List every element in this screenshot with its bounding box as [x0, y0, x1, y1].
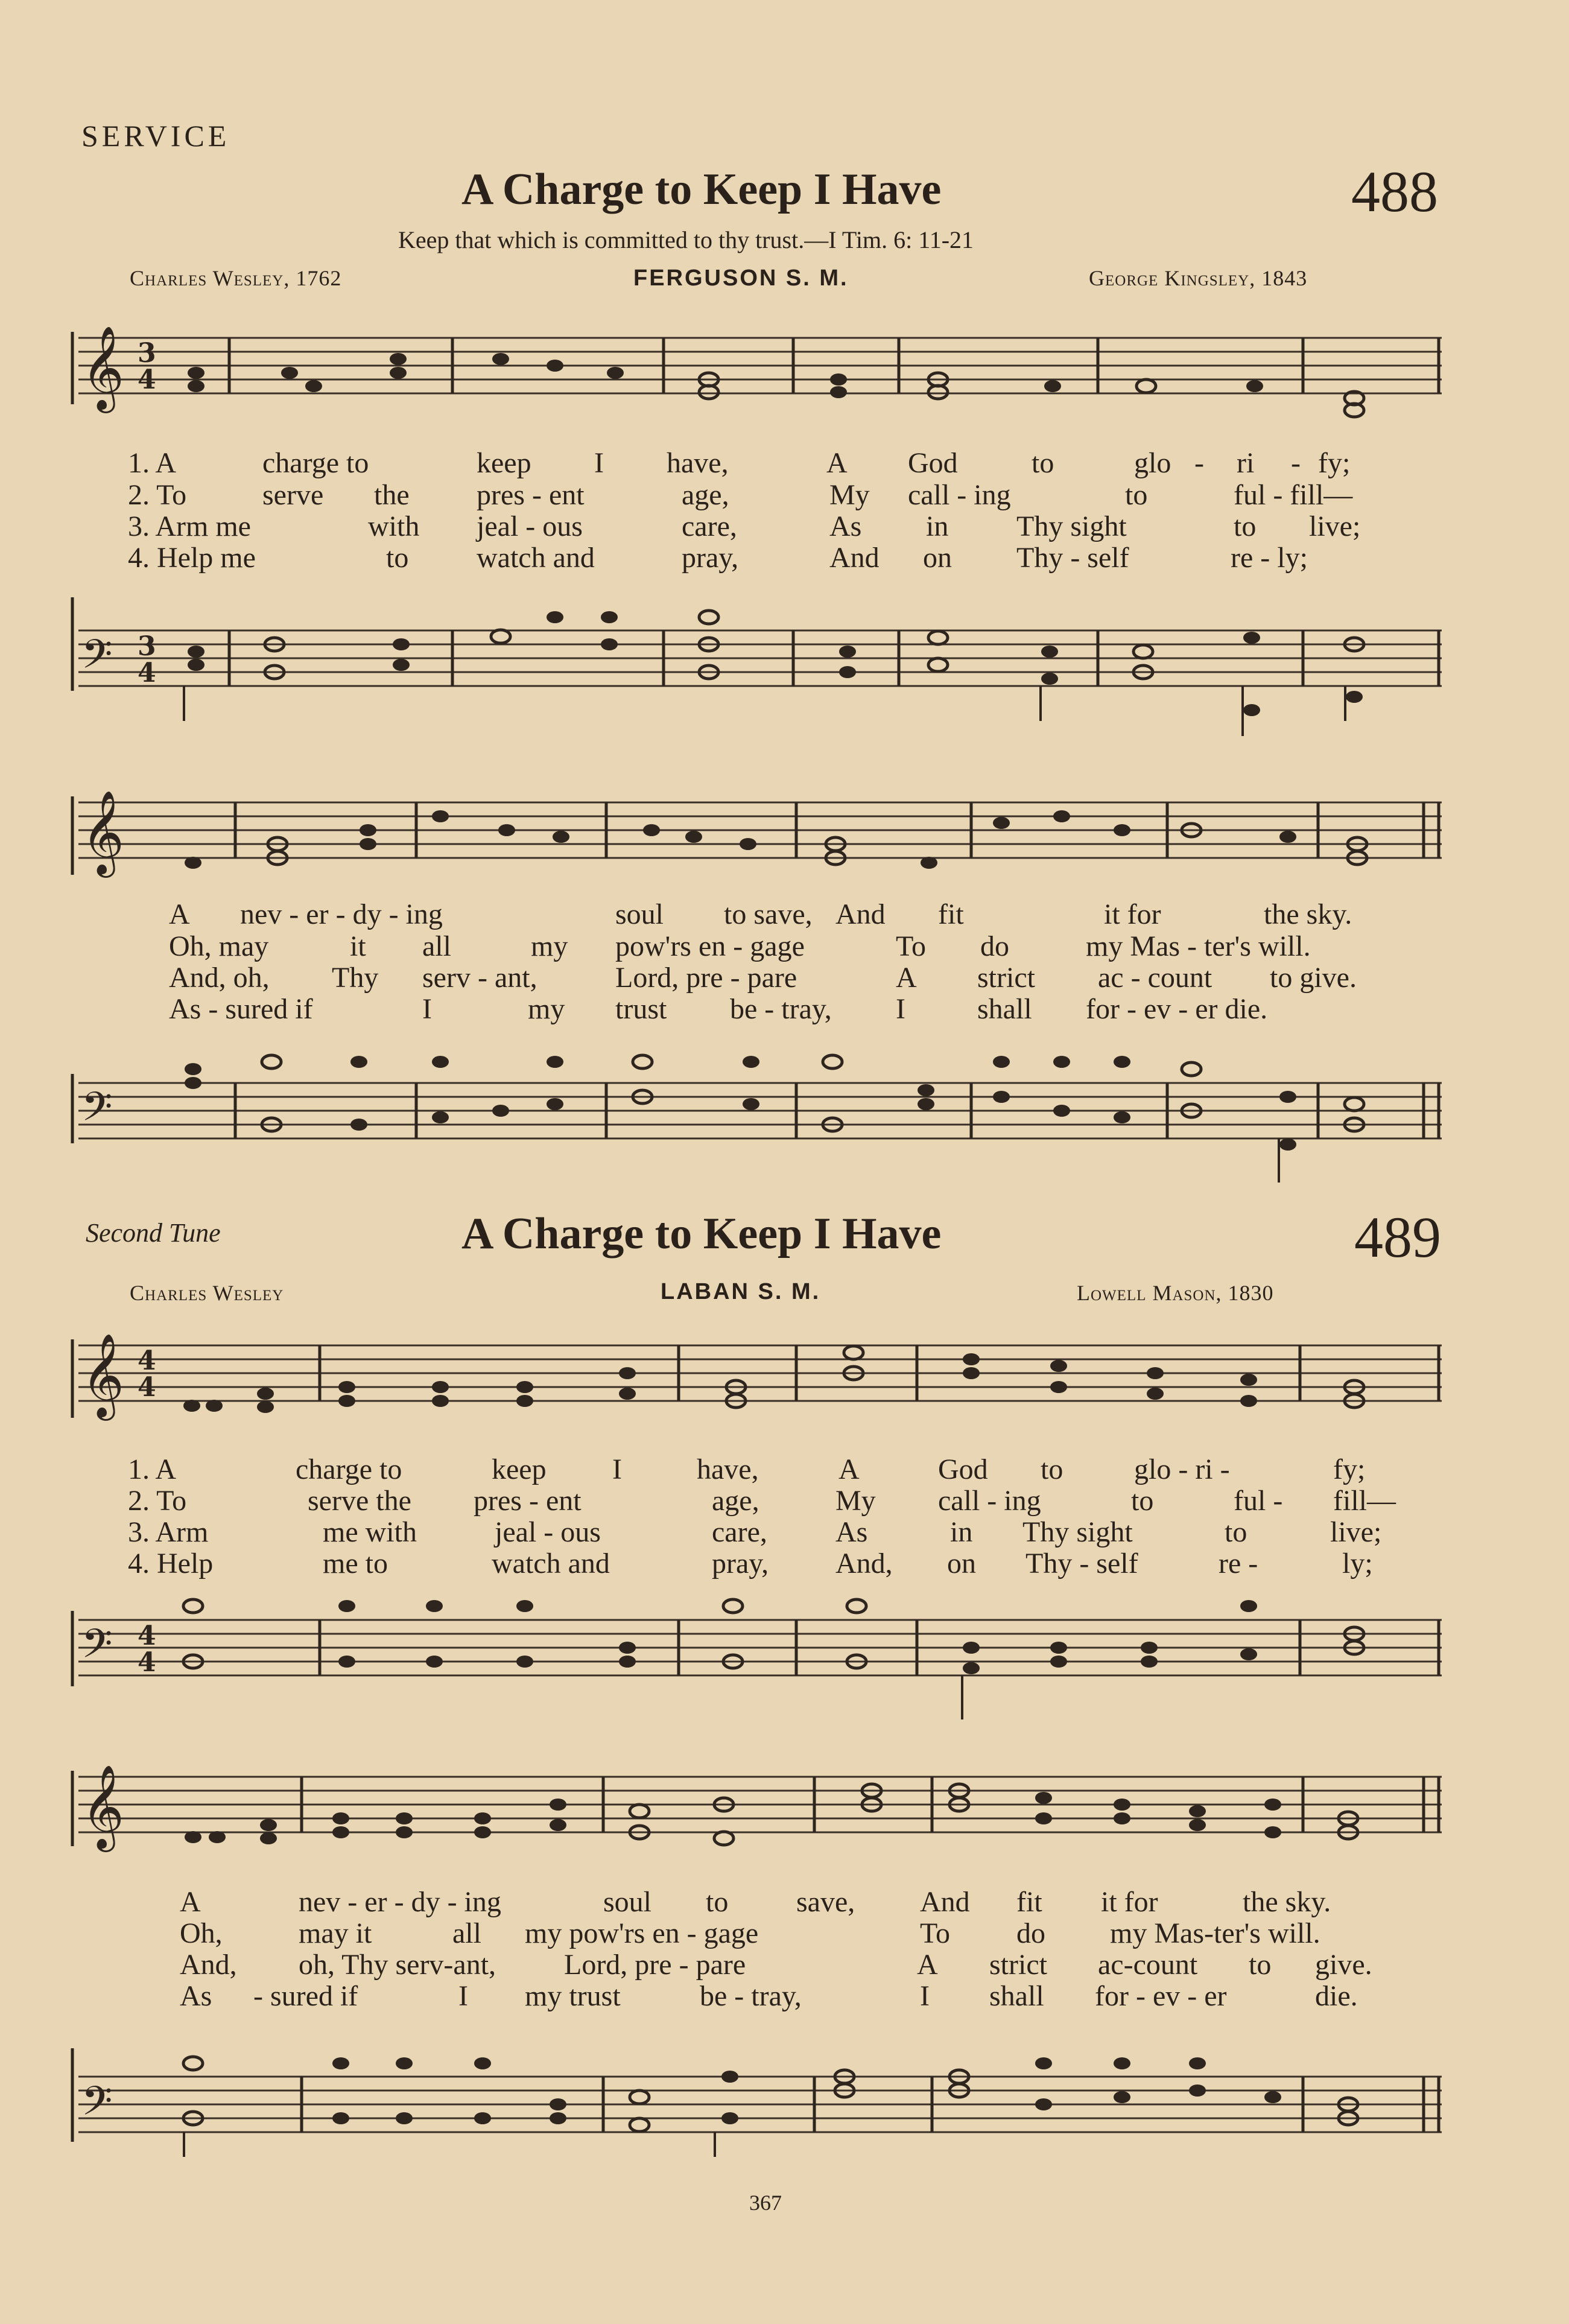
svg-text:𝄢: 𝄢 [81, 631, 113, 687]
hymn-489-tune: LABAN S. M. [661, 1279, 821, 1304]
hymn-489-s2-verse-2: Oh, may it all my pow'rs en - gage To do my Mas-ter's will. [180, 1917, 1320, 1949]
svg-text:4: 4 [138, 1647, 156, 1678]
hymn-489-s2-verse-1: A nev - er - dy - ing soul to save, And fit it for the sky. [180, 1886, 1331, 1918]
svg-text:𝄢: 𝄢 [81, 1621, 113, 1677]
hymn-488-s2-verse-3: And, oh, Thy serv - ant, Lord, pre - pare A strict ac - count to give. [169, 962, 1357, 994]
hymn-488-title: A Charge to Keep I Have [461, 165, 942, 214]
hymn-488-s1-verse-4: 4. Help me to watch and pray, And on Thy - self re - ly; [128, 542, 1308, 574]
hymn-489-label: Second Tune [86, 1218, 221, 1248]
hymn-489-treble-staff-2 [0, 1756, 1569, 1876]
hymn-488-bass-staff-2 [0, 1038, 1569, 1189]
hymn-488-s1-verse-1: 1. A charge to keep I have, A God to glo - ri - fy; [128, 447, 1351, 479]
hymn-488-s2-verse-4: As - sured if I my trust be - tray, I shall for - ev - er die. [169, 993, 1268, 1025]
hymn-489-number: 489 [1354, 1205, 1441, 1269]
hymn-489-treble-staff-1 [0, 1327, 1569, 1448]
hymn-488-author: Charles Wesley, 1762 [130, 266, 342, 290]
hymn-489-s1-verse-4: 4. Help me to watch and pray, And, on Thy - self re - ly; [128, 1548, 1373, 1579]
svg-text:𝄞: 𝄞 [81, 1333, 124, 1417]
svg-text:𝄢: 𝄢 [81, 2078, 113, 2134]
hymn-489-s1-verse-2: 2. To serve the pres - ent age, My call - ing to ful - fill— [128, 1485, 1396, 1517]
hymn-489-bass-staff-2 [0, 2021, 1569, 2160]
hymn-488-composer: George Kingsley, 1843 [1089, 266, 1308, 290]
svg-text:4: 4 [138, 364, 156, 395]
svg-text:3: 3 [138, 338, 156, 369]
svg-text:𝄞: 𝄞 [81, 1765, 124, 1849]
hymn-489-s2-verse-4: As - sured if I my trust be - tray, I shall for - ev - er die. [180, 1980, 1358, 2012]
hymn-488-s1-verse-3: 3. Arm me with jeal - ous care, As in Thy sight to live; [128, 510, 1361, 542]
hymn-488-number: 488 [1351, 159, 1438, 224]
hymn-489-s1-verse-3: 3. Arm me with jeal - ous care, As in Thy sight to live; [128, 1516, 1382, 1548]
svg-text:𝄞: 𝄞 [81, 790, 124, 874]
hymn-488-s1-verse-2: 2. To serve the pres - ent age, My call - ing to ful - fill— [128, 479, 1353, 511]
section-label: SERVICE [81, 119, 230, 153]
svg-text:4: 4 [138, 1621, 156, 1651]
hymn-488-treble-staff-2 [0, 754, 1569, 887]
page-number: 367 [749, 2191, 782, 2215]
hymn-488-tune: FERGUSON S. M. [633, 265, 849, 291]
hymn-488-s2-verse-2: Oh, may it all my pow'rs en - gage To do my Mas - ter's will. [169, 930, 1311, 962]
svg-text:4: 4 [138, 658, 156, 688]
hymn-489-s1-verse-1: 1. A charge to keep I have, A God to glo - ri - fy; [128, 1453, 1366, 1485]
hymn-489-composer: Lowell Mason, 1830 [1077, 1281, 1274, 1305]
hymn-488-s2-verse-1: A nev - er - dy - ing soul to save, And fit it for the sky. [169, 898, 1352, 930]
svg-text:4: 4 [138, 1372, 156, 1403]
hymn-488-bass-staff-1 [0, 579, 1569, 736]
hymn-489-author: Charles Wesley [130, 1281, 284, 1305]
hymn-488-treble-staff-1 [0, 314, 1569, 434]
hymn-489-s2-verse-3: And, oh, Thy serv-ant, Lord, pre - pare A strict ac-count to give. [180, 1949, 1372, 1981]
svg-text:𝄢: 𝄢 [81, 1084, 113, 1140]
hymn-489-bass-staff-1 [0, 1587, 1569, 1726]
svg-text:𝄞: 𝄞 [81, 326, 124, 410]
hymn-489-title: A Charge to Keep I Have [461, 1209, 942, 1259]
svg-text:3: 3 [138, 631, 156, 662]
svg-text:4: 4 [138, 1345, 156, 1376]
hymn-488-scripture: Keep that which is committed to thy trust.—I Tim. 6: 11-21 [398, 226, 974, 253]
